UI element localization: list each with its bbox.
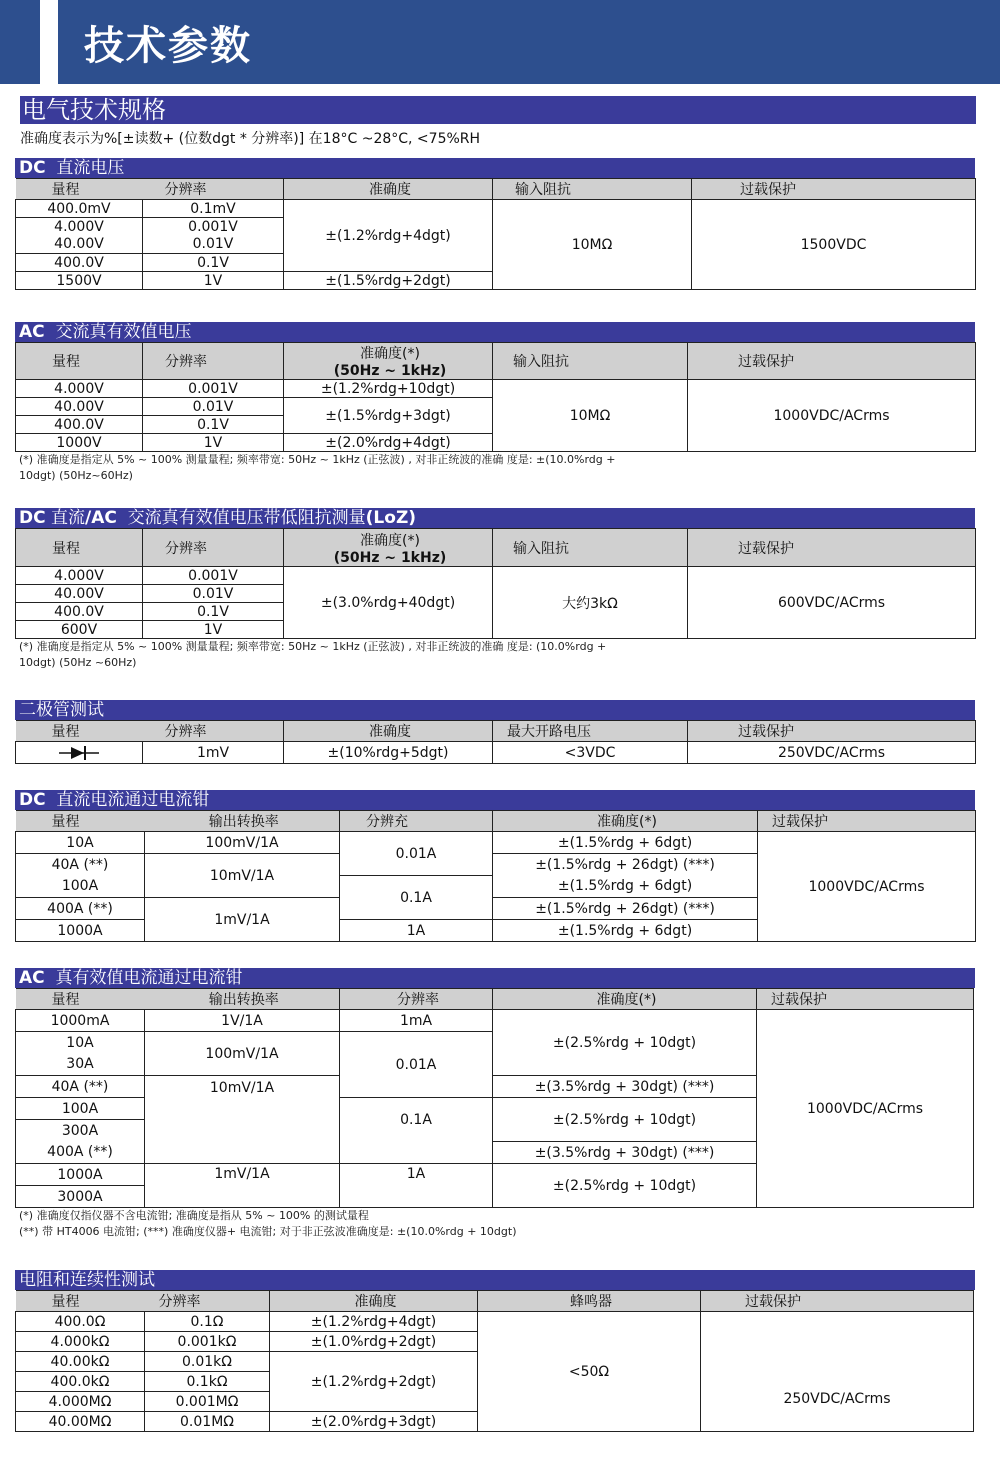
range-cell: 300A <box>16 1120 145 1142</box>
range-cell: 40.00V <box>16 585 143 603</box>
resolution-cell: 0.01V <box>143 398 284 416</box>
col-open-voltage: 最大开路电压 <box>493 721 688 742</box>
accuracy-cell: ±(1.5%rdg + 26dgt) (***) <box>493 898 758 920</box>
conversion-cell: 1mV/1A <box>145 898 340 942</box>
col-range: 量程 <box>16 343 143 380</box>
col-resolution: 分辨率 <box>143 529 284 567</box>
range-cell: 100A <box>16 876 145 898</box>
col-protection: 过载保护 <box>688 721 976 742</box>
range-cell: 40.00kΩ <box>16 1352 145 1372</box>
col-impedance: 输入阻抗 <box>493 529 688 567</box>
resolution-cell: 1V <box>143 272 284 290</box>
ac-voltage-table <box>15 342 976 452</box>
diode-section <box>15 700 975 764</box>
conversion-cell: 10mV/1A <box>145 1076 340 1164</box>
resolution-cell: 0.1kΩ <box>145 1372 270 1392</box>
accuracy-cell: ±(1.5%rdg+3dgt) <box>284 398 493 434</box>
ac-current-title: AC 真有效值电流通过电流钳 <box>15 968 975 988</box>
protection-cell: 1000VDC/ACrms <box>757 1010 974 1208</box>
resolution-cell: 0.001V <box>143 380 284 398</box>
range-cell: 400.0kΩ <box>16 1372 145 1392</box>
range-cell: 4.000V <box>16 380 143 398</box>
col-range: 量程 <box>16 989 145 1010</box>
resolution-cell: 0.001MΩ <box>145 1392 270 1412</box>
resolution-cell: 1A <box>340 920 493 942</box>
accuracy-cell: ±(3.5%rdg + 30dgt) (***) <box>493 1142 757 1164</box>
range-cell: 400.0V <box>16 254 143 272</box>
range-cell: 1000mA <box>16 1010 145 1032</box>
ac-current-section <box>15 968 975 1240</box>
range-cell: 40.00V <box>16 398 143 416</box>
col-protection: 过载保护 <box>692 179 976 200</box>
col-range: 量程 <box>16 811 145 832</box>
resolution-cell: 0.001V <box>143 218 284 236</box>
resolution-cell: 1mV <box>143 742 284 764</box>
col-conversion: 输出转换率 <box>145 989 340 1010</box>
dc-current-section <box>15 790 975 942</box>
col-accuracy: 准确度 <box>284 721 493 742</box>
dc-current-table <box>15 810 976 942</box>
diode-table <box>15 720 976 764</box>
resolution-cell: 0.01MΩ <box>145 1412 270 1432</box>
buzzer-cell: <50Ω <box>478 1312 701 1432</box>
protection-cell: 600VDC/ACrms <box>688 567 976 639</box>
col-resolution: 分辨充 <box>340 811 493 832</box>
col-protection: 过载保护 <box>688 343 976 380</box>
section-title: 电气技术规格 <box>22 96 166 124</box>
resolution-cell: 0.1V <box>143 603 284 621</box>
resolution-cell: 0.1A <box>340 876 493 920</box>
col-range: 量程 <box>16 179 143 200</box>
resolution-cell: 0.1V <box>143 416 284 434</box>
resolution-cell: 0.001kΩ <box>145 1332 270 1352</box>
diode-range-cell <box>16 742 143 764</box>
resolution-cell: 1A <box>340 1164 493 1208</box>
range-cell: 10A <box>16 1032 145 1054</box>
range-cell: 400A (**) <box>16 898 145 920</box>
resolution-cell: 0.001V <box>143 567 284 585</box>
col-accuracy: 准确度 <box>284 179 493 200</box>
accuracy-note: 准确度表示为%[±读数+ (位数dgt * 分辨率)] 在18°C ~28°C, <75%RH <box>20 131 481 147</box>
range-cell: 4.000kΩ <box>16 1332 145 1352</box>
resistance-title: 电阻和连续性测试 <box>15 1270 975 1290</box>
resolution-cell: 0.1Ω <box>145 1312 270 1332</box>
accuracy-cell: ±(2.0%rdg+4dgt) <box>284 434 493 452</box>
conversion-cell: 10mV/1A <box>145 854 340 898</box>
loz-footnote: (*) 准确度是指定从 5% ~ 100% 测量量程; 频率带宽: 50Hz ~ 1kHz (正弦波) , 对非正统波的准确 度是: (10.0%rdg + 10dgt) (50Hz ~60Hz) <box>19 640 607 669</box>
conversion-cell: 1mV/1A <box>145 1164 340 1208</box>
col-conversion: 输出转换率 <box>145 811 340 832</box>
col-buzzer: 蜂鸣器 <box>478 1291 701 1312</box>
col-accuracy: 准确度 <box>270 1291 478 1312</box>
resolution-cell: 1V <box>143 621 284 639</box>
range-cell: 1000A <box>16 1164 145 1186</box>
col-protection: 过载保护 <box>701 1291 974 1312</box>
accuracy-cell: ±(3.0%rdg+40dgt) <box>284 567 493 639</box>
loz-title: DC 直流/AC 交流真有效值电压带低阻抗测量(LoZ) <box>15 508 975 528</box>
col-range: 量程 <box>16 1291 145 1312</box>
col-resolution: 分辨率 <box>143 721 284 742</box>
ac-voltage-footnote: (*) 准确度是指定从 5% ~ 100% 测量量程; 频率带宽: 50Hz ~ 1kHz (正弦波) , 对非正统波的准确 度是: ±(10.0%rdg + 10dgt) (50Hz~60Hz) <box>19 453 616 482</box>
page-title: 技术参数 <box>84 23 252 69</box>
ac-current-table <box>15 988 974 1208</box>
range-cell: 1000V <box>16 434 143 452</box>
resistance-table <box>15 1290 974 1432</box>
accuracy-cell: ±(2.5%rdg + 10dgt) <box>493 1010 757 1076</box>
open-voltage-cell: <3VDC <box>493 742 688 764</box>
accuracy-cell: ±(1.2%rdg+4dgt) <box>284 200 493 272</box>
protection-cell: 1000VDC/ACrms <box>758 832 976 942</box>
col-resolution: 分辨率 <box>143 343 284 380</box>
resolution-cell: 0.1V <box>143 254 284 272</box>
range-cell: 40A (**) <box>16 854 145 876</box>
resolution-cell: 1mA <box>340 1010 493 1032</box>
range-cell: 100A <box>16 1098 145 1120</box>
resolution-cell: 0.01V <box>143 236 284 254</box>
col-resolution: 分辨率 <box>143 179 284 200</box>
dc-current-title: DC 直流电流通过电流钳 <box>15 790 975 810</box>
ac-current-footnote: (*) 准确度仅指仪器不含电流钳; 准确度是指从 5% ~ 100% 的测试量程 (**) 带 HT4006 电流钳; (***) 准确度仪器+ 电流钳; 对于非正弦波准确度是: ±(10.0%rdg + 10dgt) <box>19 1209 517 1238</box>
range-cell: 40.00MΩ <box>16 1412 145 1432</box>
col-protection: 过载保护 <box>758 811 976 832</box>
resolution-cell: 0.01V <box>143 585 284 603</box>
range-cell: 600V <box>16 621 143 639</box>
diode-icon <box>57 745 101 761</box>
resolution-cell: 0.01A <box>340 1032 493 1098</box>
range-cell: 400.0V <box>16 416 143 434</box>
col-accuracy: 准确度(*) (50Hz ~ 1kHz) <box>284 343 493 380</box>
col-range: 量程 <box>16 529 143 567</box>
accuracy-cell: ±(2.0%rdg+3dgt) <box>270 1412 478 1432</box>
range-cell: 400.0mV <box>16 200 143 218</box>
range-cell: 10A <box>16 832 145 854</box>
accuracy-cell: ±(10%rdg+5dgt) <box>284 742 493 764</box>
range-cell: 3000A <box>16 1186 145 1208</box>
impedance-cell: 大约3kΩ <box>493 567 688 639</box>
accuracy-cell: ±(3.5%rdg + 30dgt) (***) <box>493 1076 757 1098</box>
range-cell: 40A (**) <box>16 1076 145 1098</box>
accuracy-cell: ±(2.5%rdg + 10dgt) <box>493 1098 757 1142</box>
protection-cell: 250VDC/ACrms <box>688 742 976 764</box>
col-accuracy: 准确度(*) <box>493 989 757 1010</box>
accuracy-cell: ±(1.2%rdg+10dgt) <box>284 380 493 398</box>
impedance-cell: 10MΩ <box>493 380 688 452</box>
dc-voltage-table <box>15 178 976 290</box>
accuracy-cell: ±(1.2%rdg+2dgt) <box>270 1352 478 1412</box>
diode-title: 二极管测试 <box>15 700 975 720</box>
col-protection: 过载保护 <box>688 529 976 567</box>
loz-table <box>15 528 976 639</box>
resolution-cell: 0.01A <box>340 832 493 876</box>
impedance-cell: 10MΩ <box>493 200 692 290</box>
col-range: 量程 <box>16 721 143 742</box>
accuracy-cell: ±(1.5%rdg+2dgt) <box>284 272 493 290</box>
col-resolution: 分辨率 <box>340 989 493 1010</box>
dc-voltage-title: DC 直流电压 <box>15 158 975 178</box>
col-impedance: 输入阻抗 <box>493 179 692 200</box>
protection-cell: 250VDC/ACrms <box>701 1312 974 1432</box>
resolution-cell: 0.01kΩ <box>145 1352 270 1372</box>
ac-voltage-title: AC 交流真有效值电压 <box>15 322 975 342</box>
accuracy-cell: ±(1.5%rdg + 6dgt) <box>493 920 758 942</box>
accuracy-cell: ±(2.5%rdg + 10dgt) <box>493 1164 757 1208</box>
ac-voltage-section <box>15 322 975 484</box>
accuracy-cell: ±(1.0%rdg+2dgt) <box>270 1332 478 1352</box>
col-accuracy: 准确度(*) <box>493 811 758 832</box>
accuracy-cell: ±(1.5%rdg + 26dgt) (***) <box>493 854 758 876</box>
accuracy-cell: ±(1.5%rdg + 6dgt) <box>493 832 758 854</box>
accuracy-cell: ±(1.2%rdg+4dgt) <box>270 1312 478 1332</box>
range-cell: 400.0V <box>16 603 143 621</box>
loz-section <box>15 508 975 671</box>
col-resolution: 分辨率 <box>145 1291 270 1312</box>
range-cell: 400A (**) <box>16 1142 145 1164</box>
dc-voltage-section <box>15 158 975 290</box>
resolution-cell: 0.1A <box>340 1098 493 1164</box>
range-cell: 4.000V <box>16 567 143 585</box>
range-cell: 30A <box>16 1054 145 1076</box>
col-protection: 过载保护 <box>757 989 974 1010</box>
col-impedance: 输入阻抗 <box>493 343 688 380</box>
conversion-cell: 100mV/1A <box>145 832 340 854</box>
range-cell: 40.00V <box>16 236 143 254</box>
range-cell: 1500V <box>16 272 143 290</box>
protection-cell: 1000VDC/ACrms <box>688 380 976 452</box>
header-accent-block <box>0 0 40 84</box>
conversion-cell: 100mV/1A <box>145 1032 340 1076</box>
accuracy-cell: ±(1.5%rdg + 6dgt) <box>493 876 758 898</box>
range-cell: 400.0Ω <box>16 1312 145 1332</box>
range-cell: 1000A <box>16 920 145 942</box>
protection-cell: 1500VDC <box>692 200 976 290</box>
conversion-cell: 1V/1A <box>145 1010 340 1032</box>
range-cell: 4.000MΩ <box>16 1392 145 1412</box>
resistance-section <box>15 1270 975 1432</box>
range-cell: 4.000V <box>16 218 143 236</box>
resolution-cell: 0.1mV <box>143 200 284 218</box>
col-accuracy: 准确度(*) (50Hz ~ 1kHz) <box>284 529 493 567</box>
resolution-cell: 1V <box>143 434 284 452</box>
